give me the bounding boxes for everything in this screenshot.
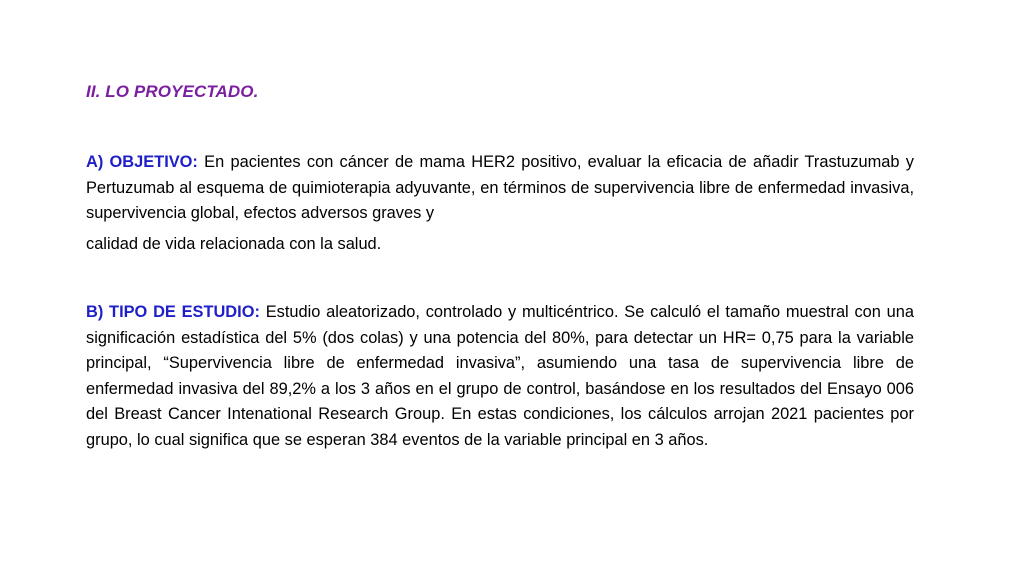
- section-title: II. LO PROYECTADO.: [86, 82, 259, 101]
- study-type-label: B) TIPO DE ESTUDIO:: [86, 303, 260, 321]
- study-type-paragraph: [86, 300, 914, 453]
- objective-label: A) OBJETIVO:: [86, 153, 198, 171]
- objective-paragraph: [86, 150, 914, 257]
- study-type-text: Estudio aleatorizado, controlado y multicéntrico. Se calculó el tamaño muestral con una significación estadística del 5% (dos colas) y una potencia del 80%, para detectar un HR= 0,75 para la variable principal, “Supervivencia libre de enfermedad invasiva”, asumiendo una tasa de supervivencia libre de enfermedad invasiva del 89,2% a los 3 años en el grupo de control, basándose en los resultados del Ensayo 006 del Breast Cancer Intenational Research Group. En estas condiciones, los cálculos arrojan 2021 pacientes por grupo, lo cual significa que se esperan 384 eventos de la variable principal en 3 años.: [86, 303, 914, 449]
- objective-text-last-line: calidad de vida relacionada con la salud.: [86, 234, 382, 253]
- objective-text: En pacientes con cáncer de mama HER2 positivo, evaluar la eficacia de añadir Trastuzumab y Pertuzumab al esquema de quimioterapia adyuvante, en términos de supervivencia libre de enfermedad invasiva, supervivencia global, efectos adversos graves y: [86, 153, 914, 222]
